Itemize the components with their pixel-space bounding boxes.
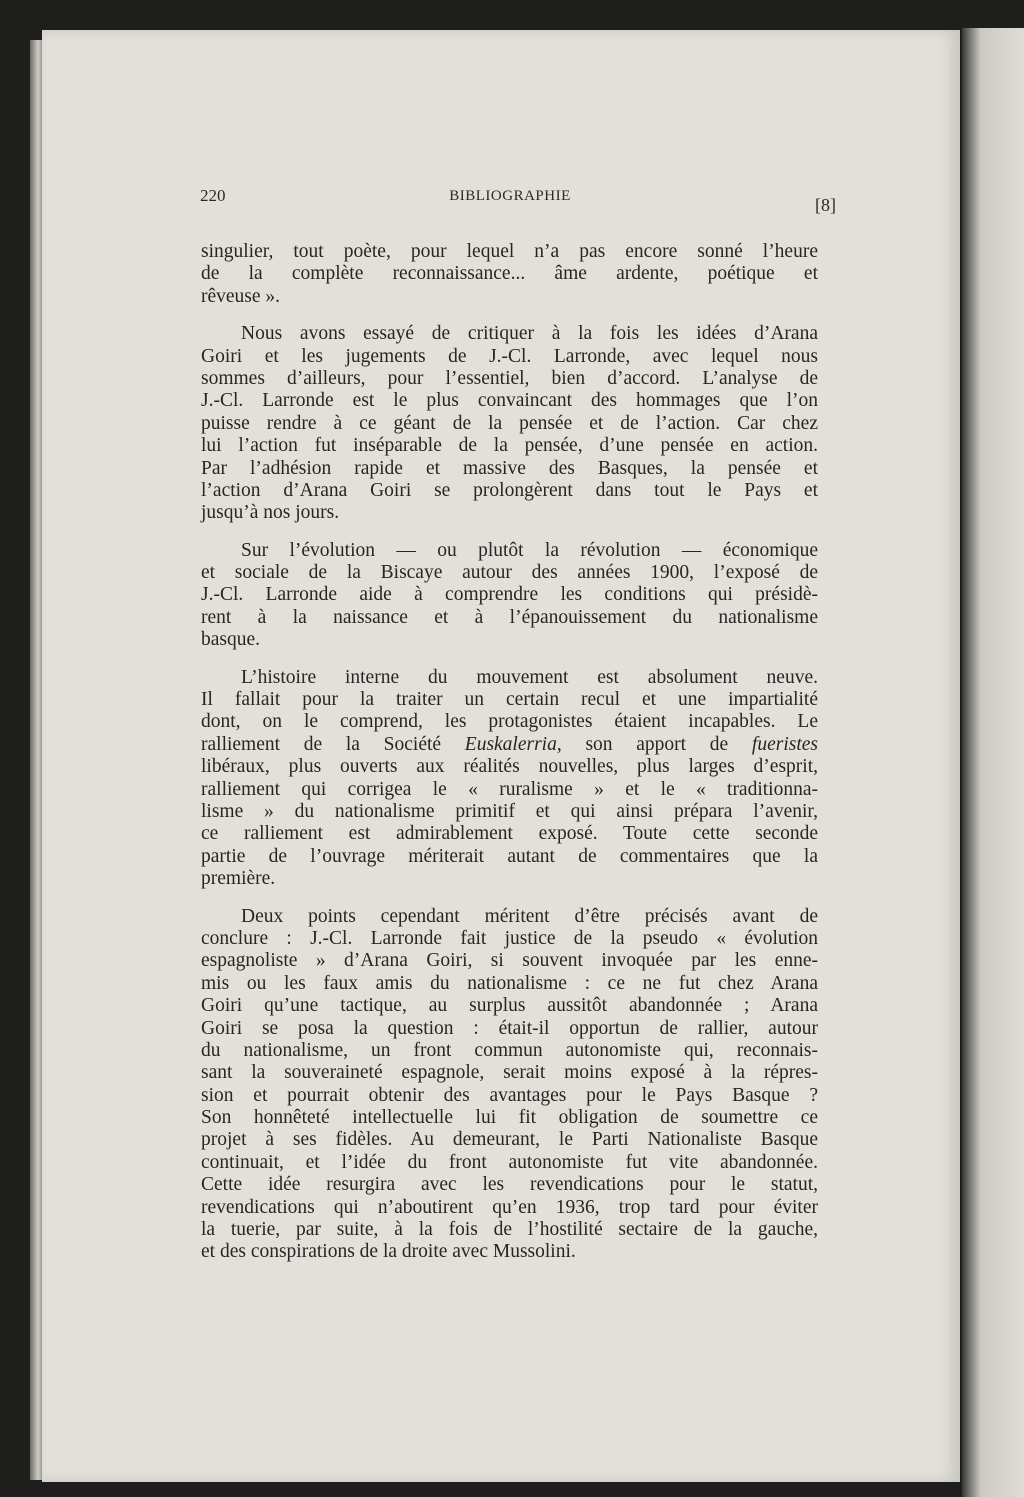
- text-line: partie de l’ouvrage mériterait autant de commentaires que la: [201, 845, 818, 867]
- text-line: revendications qui n’aboutirent qu’en 1936, trop tard pour éviter: [201, 1196, 818, 1218]
- italic-term: Euskalerria: [464, 733, 557, 755]
- text-line: de la complète reconnaissance... âme ardente, poétique et: [201, 263, 818, 285]
- text-line: J.-Cl. Larronde est le plus convaincant des hommages que l’on: [201, 390, 818, 412]
- text-line: L’histoire interne du mouvement est absolument neuve.: [241, 666, 818, 688]
- text-line: première.: [201, 868, 276, 890]
- text-line: singulier, tout poète, pour lequel n’a pas encore sonné l’heure: [201, 241, 818, 262]
- page-number: 220: [200, 186, 226, 205]
- section-number: [8]: [815, 195, 836, 215]
- header-title: BIBLIOGRAPHIE: [449, 188, 571, 204]
- text-line: ralliement qui corrigea le « ruralisme » et le « traditionna-: [201, 778, 818, 800]
- text-segment: ralliement de la Société: [201, 733, 465, 755]
- text-line: projet à ses fidèles. Au demeurant, le Parti Nationaliste Basque: [201, 1129, 818, 1151]
- text-line: sommes d’ailleurs, pour l’essentiel, bien d’accord. L’analyse de: [201, 367, 818, 389]
- text-line: Il fallait pour la traiter un certain recul et une impartialité: [201, 689, 818, 711]
- text-line: du nationalisme, un front commun autonomiste qui, reconnais-: [201, 1039, 818, 1061]
- text-line: la tuerie, par suite, à la fois de l’hostilité sectaire de la gauche,: [201, 1219, 818, 1241]
- text-line: rent à la naissance et à l’épanouissement du nationalisme: [201, 606, 818, 628]
- text-line: et des conspirations de la droite avec Mussolini.: [201, 1241, 576, 1263]
- text-line: l’action d’Arana Goiri se prolongèrent dans tout le Pays et: [201, 479, 818, 501]
- text-line: Deux points cependant méritent d’être précisés avant de: [241, 905, 818, 927]
- text-line: ce ralliement est admirablement exposé. Toute cette seconde: [201, 823, 818, 845]
- text-line: conclure : J.-Cl. Larronde fait justice de la pseudo « évolution: [201, 927, 818, 949]
- text-line: continuait, et l’idée du front autonomiste fut vite abandonnée.: [201, 1151, 818, 1173]
- text-line: mis ou les faux amis du nationalisme : ce ne fut chez Arana: [201, 972, 818, 994]
- paragraph: [201, 323, 818, 525]
- text-line: Cette idée resurgira avec les revendications pour le statut,: [201, 1174, 818, 1196]
- text-line: libéraux, plus ouverts aux réalités nouvelles, plus larges d’esprit,: [201, 756, 818, 778]
- italic-term: fueristes: [751, 733, 818, 755]
- text-line: lui l’action fut inséparable de la pensée, d’une pensée en action.: [201, 435, 818, 457]
- text-line: lisme » du nationalisme primitif et qui ainsi prépara l’avenir,: [201, 800, 818, 822]
- text-line: Sur l’évolution — ou plutôt la révolution — économique: [241, 539, 818, 561]
- text-line: Par l’adhésion rapide et massive des Basques, la pensée et: [201, 457, 818, 479]
- text-line: Nous avons essayé de critiquer à la fois les idées d’Arana: [241, 323, 818, 345]
- text-line: Son honnêteté intellectuelle lui fit obligation de soumettre ce: [201, 1107, 818, 1129]
- paragraph: [201, 540, 818, 652]
- text-line: Goiri se posa la question : était-il opportun de rallier, autour: [201, 1017, 818, 1039]
- text-line: [201, 734, 818, 756]
- text-segment: , son apport de: [556, 733, 752, 755]
- running-header: [200, 186, 836, 216]
- text-line: Goiri qu’une tactique, au surplus aussitôt abandonnée ; Arana: [201, 995, 818, 1017]
- text-line: Goiri et les jugements de J.-Cl. Larronde, avec lequel nous: [201, 345, 818, 367]
- text-line: puisse rendre à ce géant de la pensée et de l’action. Car chez: [201, 412, 818, 434]
- text-line: espagnoliste » d’Arana Goiri, si souvent invoquée par les enne-: [201, 950, 818, 972]
- text-line: dont, on le comprend, les protagonistes étaient incapables. Le: [201, 711, 818, 733]
- text-line: sion et pourrait obtenir des avantages pour le Pays Basque ?: [201, 1084, 818, 1106]
- text-line: basque.: [201, 629, 261, 651]
- text-line: et sociale de la Biscaye autour des années 1900, l’exposé de: [201, 562, 818, 584]
- body-text: [201, 241, 818, 1279]
- facing-page-edge: [962, 28, 1024, 1497]
- text-line: rêveuse ».: [201, 285, 281, 307]
- paragraph: [201, 667, 818, 891]
- text-line: jusqu’à nos jours.: [201, 502, 340, 524]
- paragraph: [201, 241, 818, 308]
- paragraph: [201, 906, 818, 1264]
- text-line: J.-Cl. Larronde aide à comprendre les conditions qui présidè-: [201, 584, 818, 606]
- text-line: sant la souveraineté espagnole, serait moins exposé à la répres-: [201, 1062, 818, 1084]
